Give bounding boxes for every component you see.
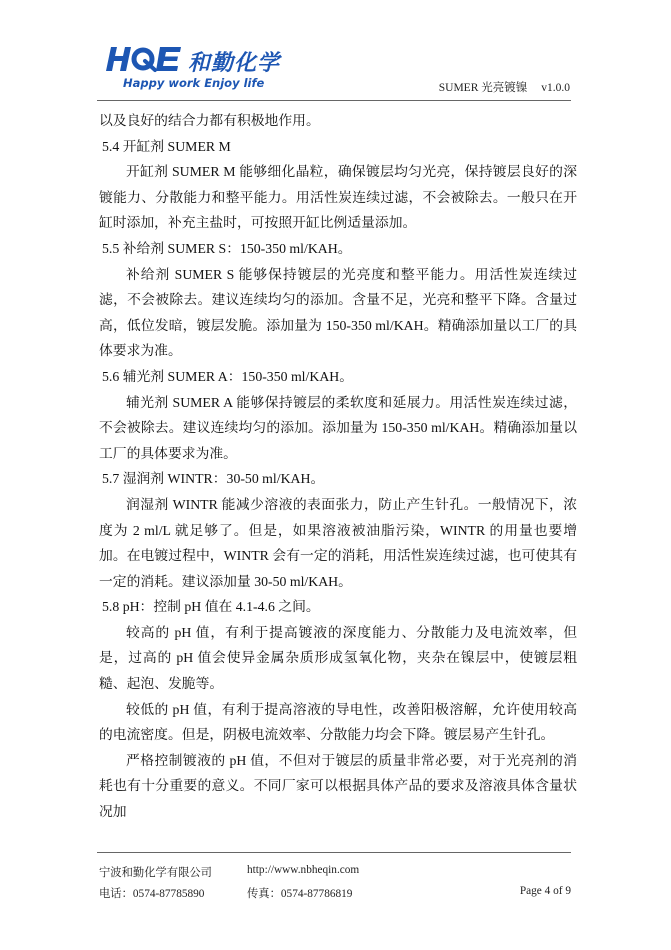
- continued-text: 以及良好的结合力都有积极地作用。: [99, 113, 320, 128]
- footer-fax: 传真：0574-87786819: [247, 888, 353, 900]
- page-number: Page 4 of 9: [519, 885, 571, 897]
- logo-name: 和勤化学: [188, 51, 281, 76]
- section-heading: 5.8 pH：控制 pH 值在 4.1-4.6 之间。: [102, 599, 320, 615]
- body-paragraph: 较低的 pH 值，有利于提高溶液的导电性，改善阳极溶解，允许使用较高的电流密度。但是，阴极电流效率、分散能力均会下降。镀层易产生针孔。: [99, 701, 577, 743]
- section-heading: 5.5 补给剂 SUMER S：150-350 ml/KAH。: [102, 240, 352, 256]
- footer-phone: 电话：0574-87785890: [99, 888, 205, 900]
- body-paragraph: 补给剂 SUMER S 能够保持镀层的光亮度和整平能力。用活性炭连续过滤，不会被除去。建议连续均匀的添加。含量不足，光亮和整平下降。含量过高，低位发暗，镀层发脆。添加量为 150-350 ml/KAH。精确添加量以工厂的具体要求为准。: [99, 266, 577, 359]
- document-body: [99, 108, 577, 825]
- section-heading: 5.4 开缸剂 SUMER M: [102, 138, 231, 154]
- body-paragraph: 润湿剂 WINTR 能减少溶液的表面张力，防止产生针孔。一般情况下，浓度为 2 ml/L 就足够了。但是，如果溶液被油脂污染，WINTR 的用量也要增加。在电镀过程中，WINTR 会有一定的消耗，用活性炭连续过滤，也可使其有一定的消耗。建议添加量 30-50 ml/KAH。: [99, 496, 577, 589]
- footer-website-link[interactable]: http://www.nbheqin.com: [247, 864, 360, 876]
- logo-mark-icon: [105, 44, 185, 74]
- section-heading: 5.7 湿润剂 WINTR：30-50 ml/KAH。: [102, 471, 325, 487]
- page-footer: [0, 856, 671, 916]
- company-logo: [105, 44, 281, 92]
- document-version: v1.0.0: [541, 82, 570, 94]
- document-title: SUMER 光亮镀镍: [438, 82, 528, 94]
- body-paragraph: 开缸剂 SUMER M 能够细化晶粒，确保镀层均匀光亮，保持镀层良好的深镀能力、分散能力和整平能力。用活性炭连续过滤，不会被除去。一般只在开缸时添加，补充主盐时，可按照开缸比例适量添加。: [99, 164, 577, 231]
- page-header: [0, 0, 671, 102]
- document-identifier: [439, 79, 570, 95]
- footer-divider: [97, 852, 571, 853]
- logo-slogan: Happy work Enjoy life: [123, 76, 265, 90]
- body-paragraph: 较高的 pH 值，有利于提高镀液的深度能力、分散能力及电流效率，但是，过高的 pH 值会使异金属杂质形成氢氧化物，夹杂在镍层中，使镀层粗糙、起泡、发脆等。: [99, 624, 577, 692]
- body-paragraph: 辅光剂 SUMER A 能够保持镀层的柔软度和延展力。用活性炭连续过滤，不会被除去。建议连续均匀的添加。添加量为 150-350 ml/KAH。精确添加量以工厂的具体要求为准。: [99, 394, 577, 461]
- body-paragraph: 严格控制镀液的 pH 值，不但对于镀层的质量非常必要，对于光亮剂的消耗也有十分重要的意义。不同厂家可以根据具体产品的要求及溶液具体含量状况加: [99, 752, 577, 820]
- header-divider: [97, 100, 571, 101]
- section-heading: 5.6 辅光剂 SUMER A：150-350 ml/KAH。: [102, 368, 354, 384]
- footer-company: 宁波和勤化学有限公司: [99, 867, 212, 879]
